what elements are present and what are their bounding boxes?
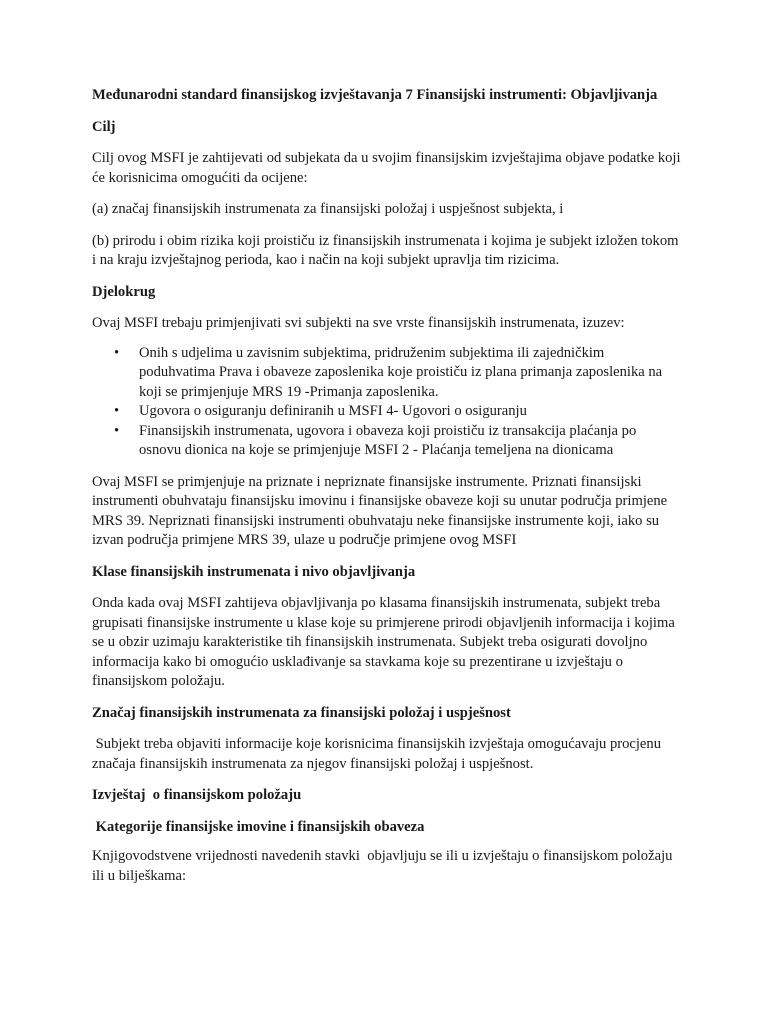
paragraph-djelokrug-scope: Ovaj MSFI se primjenjuje na priznate i nepriznate finansijske instrumente. Priznati finansijski instrumenti obuhvataju finansijsku imovinu i finansijske obaveze koji su unutar područja primjene MRS 39. Nepriznati finansijski instrumenti obuhvataju neke finansijske instrumente koji, iako su izvan područja primjene MRS 39, ulaze u područje primjene ovog MSFI <box>92 473 668 548</box>
paragraph-kategorije: Knjigovodstvene vrijednosti navedenih stavki objavljuju se ili u izvještaju o finansijskom položaju ili u bilješkama: <box>92 848 677 884</box>
paragraph-cilj-item-b: (b) prirodu i obim rizika koji proističu iz finansijskih instrumenata i kojima je subjekt izložen tokom i na kraju izvještajnog perioda, kao i način na koji subjekt upravlja tim rizicima. <box>92 232 679 268</box>
list-item <box>114 422 682 461</box>
bullet-icon: • <box>114 344 120 361</box>
heading-izvjestaj: Izvještaj o finansijskom položaju <box>92 787 302 803</box>
list-item <box>114 344 682 403</box>
paragraph-djelokrug-intro: Ovaj MSFI trebaju primjenjivati svi subjekti na sve vrste finansijskih instrumenata, izuzev: <box>92 315 625 331</box>
document-page <box>92 86 682 886</box>
heading-klase: Klase finansijskih instrumenata i nivo objavljivanja <box>92 563 416 580</box>
list-item <box>114 402 682 422</box>
document-title: Međunarodni standard finansijskog izvještavanja 7 Finansijski instrumenti: Objavljivanja <box>92 87 658 103</box>
list-item-text: Onih s udjelima u zavisnim subjektima, pridruženim subjektima ili zajedničkim poduhvatima Prava i obaveze zaposlenika koje proističu iz plana primanja zaposlenika na koji se primjenjuje MRS 19 -Primanja zaposlenika. <box>139 344 663 400</box>
heading-cilj: Cilj <box>92 118 116 135</box>
heading-djelokrug: Djelokrug <box>92 283 156 300</box>
heading-kategorije: Kategorije finansijske imovine i finansijskih obaveza <box>92 818 425 835</box>
paragraph-znacaj: Subjekt treba objaviti informacije koje korisnicima finansijskih izvještaja omogućavaju procjenu značaja finansijskih instrumenata za njegov finansijski položaj i uspješnost. <box>92 736 665 772</box>
list-item-text: Finansijskih instrumenata, ugovora i obaveza koji proističu iz transakcija plaćanja po osnovu dionica na koje se primjenjuje MSFI 2 - Plaćanja temeljena na dionicama <box>139 422 637 458</box>
paragraph-cilj-item-a: (a) značaj finansijskih instrumenata za finansijski položaj i uspješnost subjekta, i <box>92 201 564 217</box>
bullet-icon: • <box>114 422 120 439</box>
list-item-text: Ugovora o osiguranju definiranih u MSFI 4- Ugovori o osiguranju <box>139 403 527 419</box>
heading-znacaj: Značaj finansijskih instrumenata za finansijski položaj i uspješnost <box>92 704 511 721</box>
exclusions-list <box>92 344 682 461</box>
paragraph-klase: Onda kada ovaj MSFI zahtijeva objavljivanja po klasama finansijskih instrumenata, subjekt treba grupisati finansijske instrumente u klase koje su primjerene prirodi objavljenih informacija i kojima se u obzir uzimaju karakteristike tih finansijskih instrumenata. Subjekt treba osigurati dovoljno informacija kako bi omogućio usklađivanje sa stavkama koje su prezentirane u izvještaju o finansijskom položaju. <box>92 595 675 689</box>
paragraph-cilj-intro: Cilj ovog MSFI je zahtijevati od subjekata da u svojim finansijskim izvještajima objave podatke koji će korisnicima omogućiti da ocijene: <box>92 150 681 186</box>
bullet-icon: • <box>114 403 120 419</box>
